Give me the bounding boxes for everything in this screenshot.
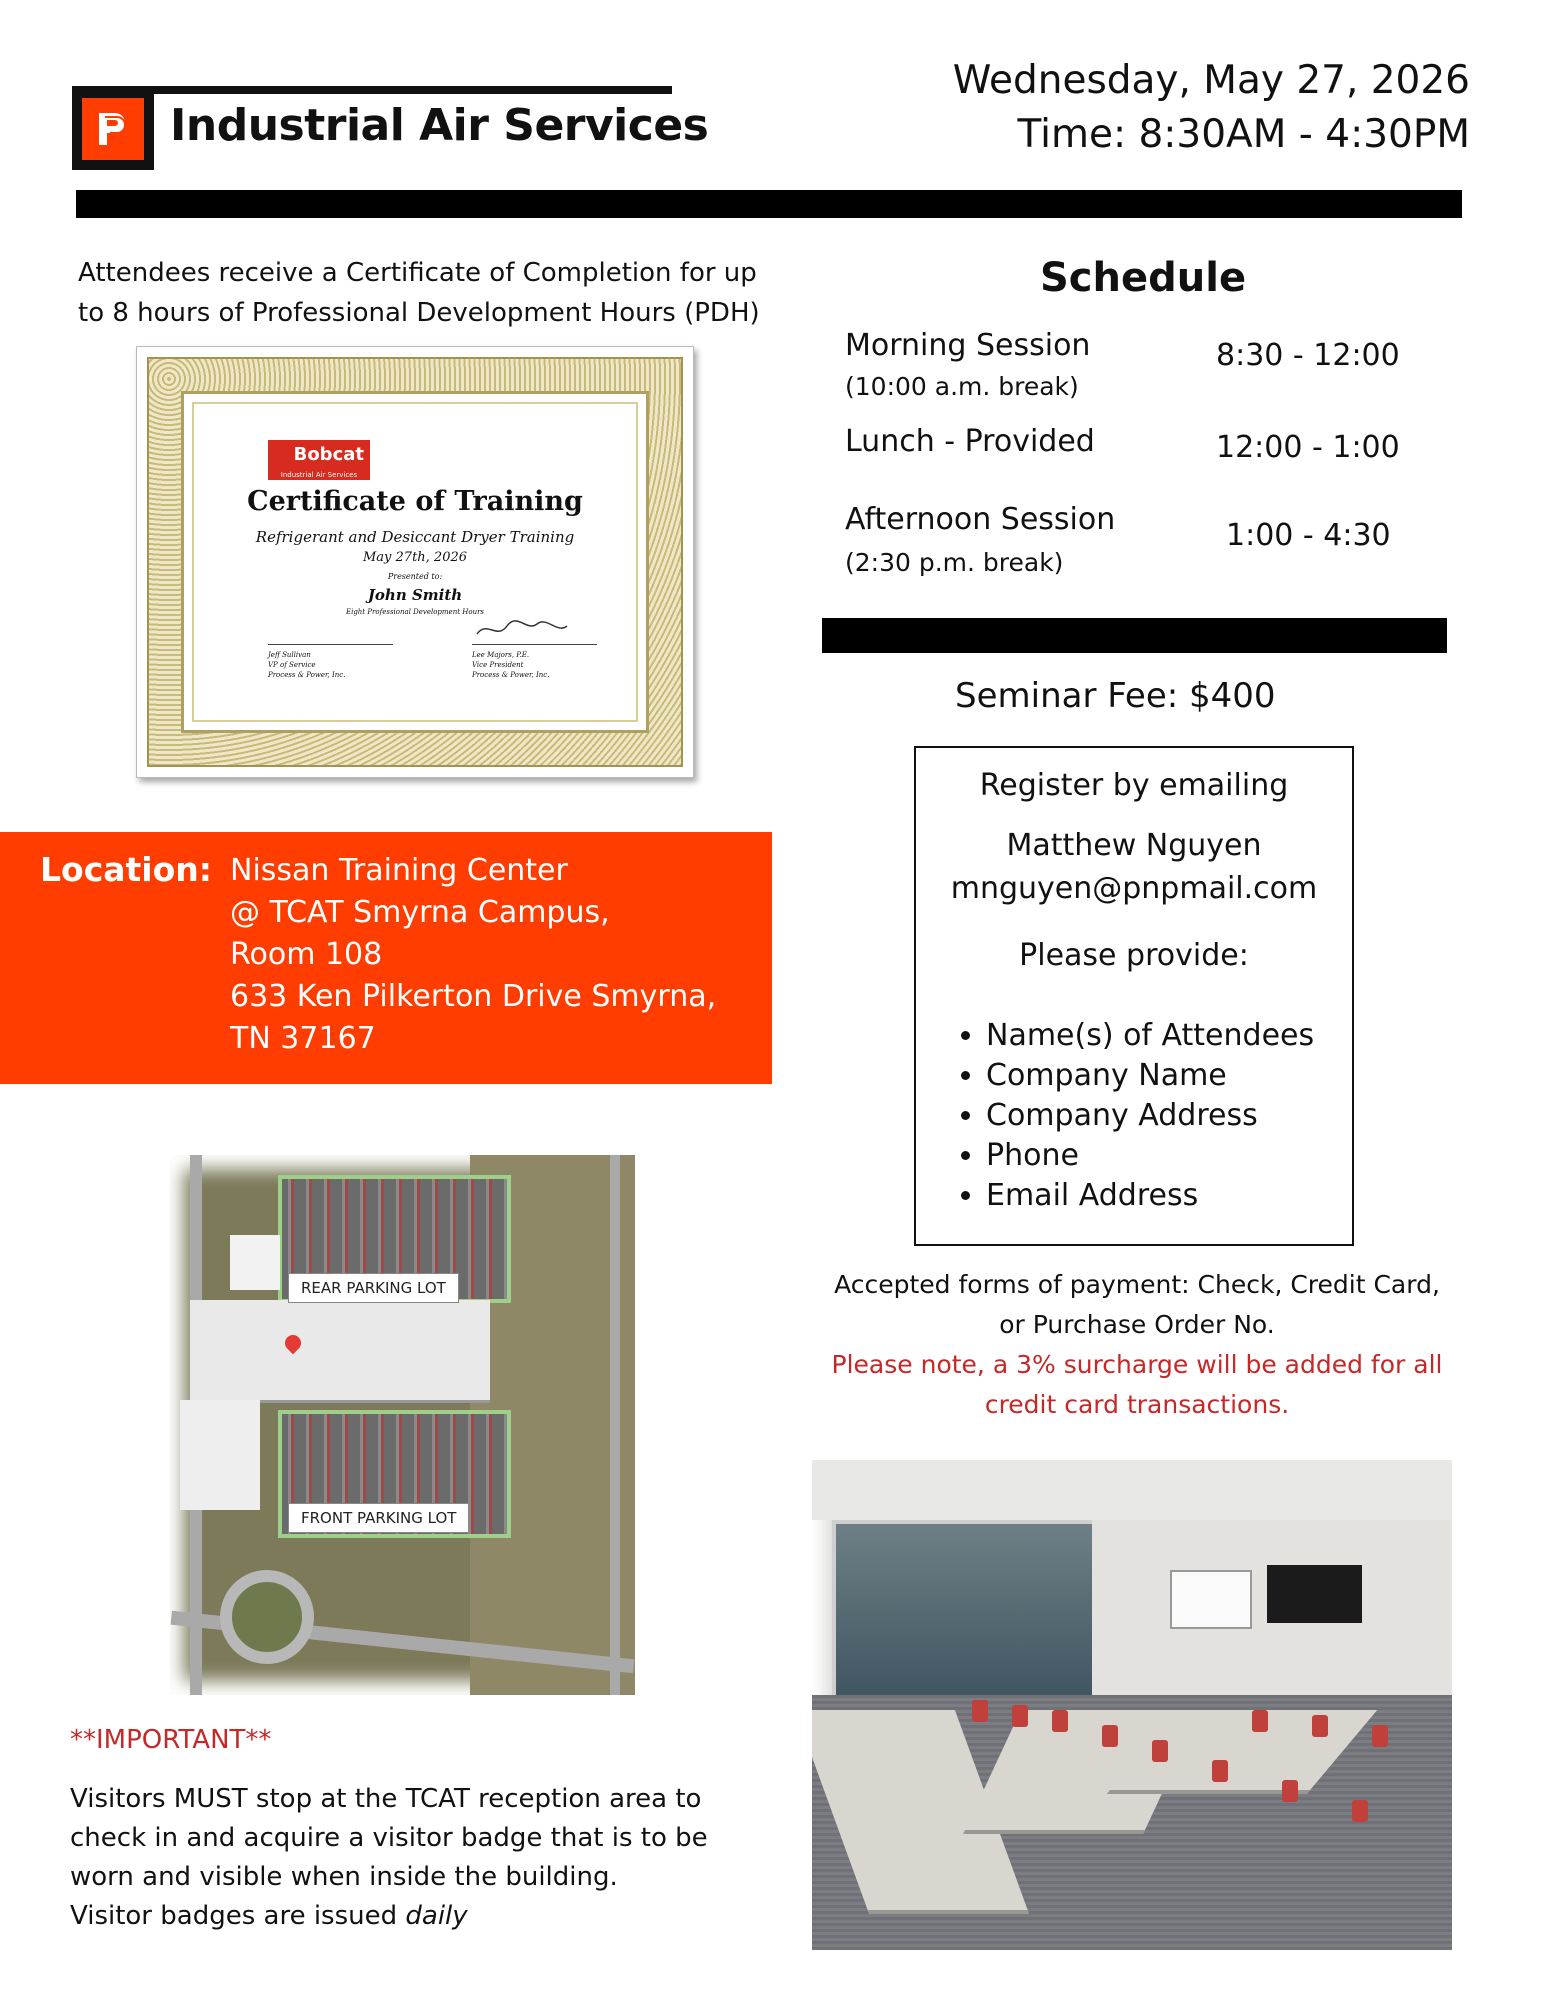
map-road [610,1155,620,1695]
front-lot-label: FRONT PARKING LOT [288,1503,469,1533]
chair [1282,1780,1298,1802]
registration-box [914,746,1354,1246]
header-divider [76,190,1462,218]
location-line: Room 108 [230,937,383,972]
list-item: • Name(s) of Attendees [986,1016,1314,1056]
schedule-item-note: (10:00 a.m. break) [845,372,1079,401]
tcat-building [190,1300,490,1403]
seminar-fee: Seminar Fee: $400 [955,676,1276,716]
schedule-item-time: 8:30 - 12:00 [1216,338,1400,373]
provide-heading: Please provide: [1019,938,1249,973]
signature-icon [472,612,592,642]
location-address [230,850,716,1060]
list-item: • Phone [986,1136,1314,1176]
chair [1352,1800,1368,1822]
location-label: Location: [40,850,212,889]
signer-left: Jeff Sullivan VP of Service Process & Power, Inc. [268,651,346,679]
logo-top-bar [72,86,672,94]
schedule-divider [822,618,1447,653]
contact-email[interactable]: mnguyen@pnpmail.com [950,871,1318,906]
chair [1012,1705,1028,1727]
event-time: Time: 8:30AM - 4:30PM [1017,112,1470,157]
schedule-item-name: Morning Session [845,328,1091,363]
certificate-body [181,391,649,733]
certificate-presented: Presented to: [387,572,443,581]
surcharge-note: Please note, a 3% surcharge will be added for all credit card transactions. [831,1350,1443,1419]
required-info-list [956,1016,1314,1216]
list-item: • Company Address [986,1096,1314,1136]
location-line: Nissan Training Center [230,853,568,888]
brand-name: Industrial Air Services [170,100,709,151]
signer-right: Lee Majors, P.E. Vice President Process & Power, Inc. [472,651,550,679]
chair [1052,1710,1068,1732]
room-window [832,1520,1100,1703]
chair [972,1700,988,1722]
tv-screen [1267,1565,1362,1623]
bobcat-logo-sub: Industrial Air Services [268,470,370,480]
schedule-title: Schedule [1040,255,1247,301]
schedule-item-note: (2:30 p.m. break) [845,548,1064,577]
chair [1152,1740,1168,1762]
certificate-subtitle: Refrigerant and Desiccant Dryer Training [255,528,575,546]
visitor-instructions [70,1780,710,1936]
training-room-photo [812,1460,1452,1950]
certificate-recipient: John Smith [367,586,463,604]
location-line: TN 37167 [230,1021,376,1056]
chair [1212,1760,1228,1782]
roundabout [220,1570,314,1664]
building-wing [180,1400,260,1510]
certificate-title: Certificate of Training [247,486,583,517]
visitor-badge-text: Visitor badges are issued [70,1901,406,1931]
signature-line-right [472,644,597,645]
schedule-item-time: 12:00 - 1:00 [1216,430,1400,465]
chair [1312,1715,1328,1737]
certificate-hours: Eight Professional Development Hours [345,608,485,616]
room-ceiling [812,1460,1452,1520]
list-item: • Email Address [986,1176,1314,1216]
chair [1372,1725,1388,1747]
chair [1252,1710,1268,1732]
certificate-image [136,346,694,778]
pnp-logo-icon [82,98,144,160]
event-date: Wednesday, May 27, 2026 [952,58,1470,103]
certificate-date: May 27th, 2026 [362,550,468,565]
location-line: 633 Ken Pilkerton Drive Smyrna, [230,979,717,1014]
parking-map-image [170,1155,635,1695]
whiteboard [1170,1570,1252,1629]
schedule-item-name: Afternoon Session [845,502,1116,537]
chair [1102,1725,1118,1747]
building-annex [230,1235,280,1290]
schedule-item-time: 1:00 - 4:30 [1226,518,1391,553]
payment-methods: Accepted forms of payment: Check, Credit Card, or Purchase Order No. [834,1270,1440,1339]
register-heading: Register by emailing [979,768,1289,803]
important-heading: **IMPORTANT** [70,1725,272,1755]
schedule-item-name: Lunch - Provided [845,424,1095,459]
signature-line-left [268,644,393,645]
visitor-badge-emphasis: daily [405,1901,468,1931]
location-line: @ TCAT Smyrna Campus, [230,895,610,930]
pdh-description: Attendees receive a Certificate of Completion for up to 8 hours of Professional Development Hours (PDH) [78,258,760,328]
bobcat-logo: Bobcat [268,440,370,470]
rear-lot-label: REAR PARKING LOT [288,1273,459,1303]
visitor-text: Visitors MUST stop at the TCAT reception area to check in and acquire a visitor badge that is to be worn and visible when inside the building. [70,1784,708,1892]
list-item: • Company Name [986,1056,1314,1096]
contact-name: Matthew Nguyen [1006,828,1262,863]
